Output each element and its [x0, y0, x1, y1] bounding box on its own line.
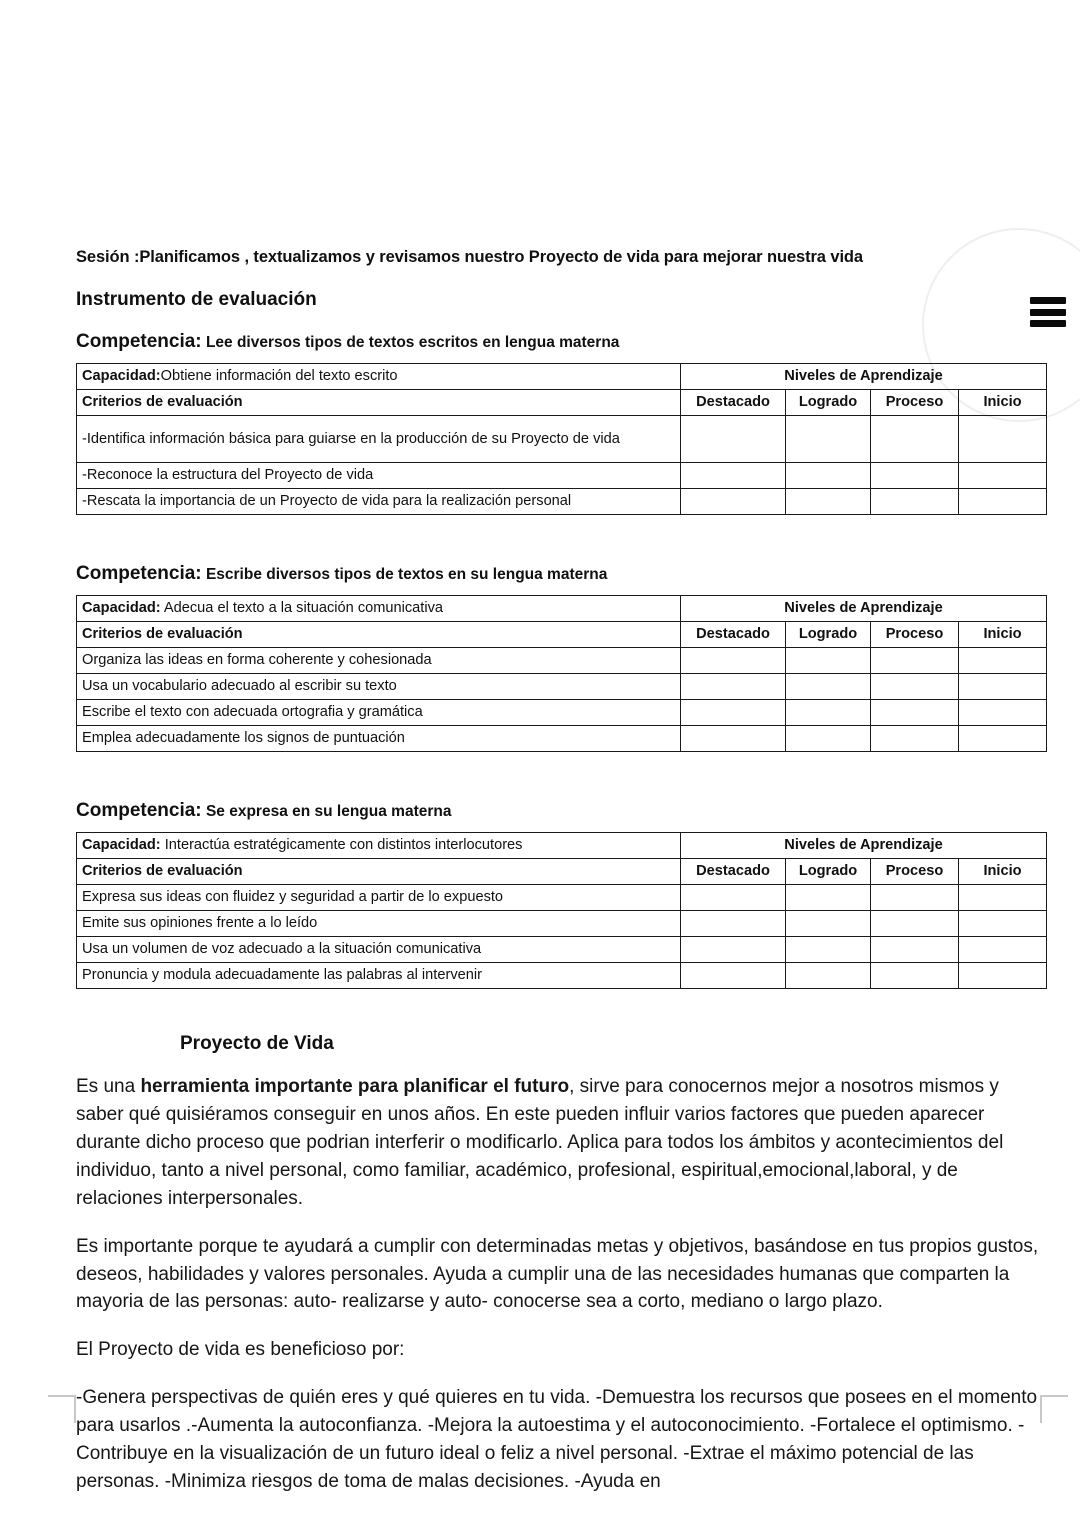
paragraph-4: -Genera perspectivas de quién eres y qué quieres en tu vida. -Demuestra los recursos que posees en el momento para usarlos .-Aumenta la autoconfianza. -Mejora la autoestima y el autoconocimiento. -Fortalece el optimismo. -Contribuye en la visualización de un futuro ideal o feliz a nivel personal. -Extrae el máximo potencial de las personas. -Minimiza riesgos de toma de malas decisiones. -Ayuda en	[76, 1387, 1038, 1493]
competencia-text-2: Escribe diversos tipos de textos en su lengua materna	[201, 566, 608, 583]
score-cell-destacado[interactable]	[681, 674, 786, 700]
session-line: Sesión :Planificamos , textualizamos y revisamos nuestro Proyecto de vida para mejorar nuestra vida	[76, 248, 863, 266]
table-row	[77, 364, 1047, 390]
criterion-cell: -Reconoce la estructura del Proyecto de vida	[77, 463, 681, 489]
level-header-logrado-3: Logrado	[786, 859, 871, 885]
criterion-cell: Pronuncia y modula adecuadamente las palabras al intervenir	[77, 963, 681, 989]
level-header-inicio-3: Inicio	[959, 859, 1047, 885]
score-cell-logrado[interactable]	[786, 911, 871, 937]
niveles-header-1: Niveles de Aprendizaje	[681, 364, 1047, 390]
competencia-text-1: Lee diversos tipos de textos escritos en lengua materna	[201, 334, 620, 351]
rubric-table-1-wrap	[76, 363, 1046, 515]
table-row	[77, 833, 1047, 859]
score-cell-inicio[interactable]	[959, 885, 1047, 911]
score-cell-destacado[interactable]	[681, 489, 786, 515]
score-cell-destacado[interactable]	[681, 648, 786, 674]
rubric-table-3	[76, 832, 1047, 989]
crop-mark-bottom-left	[48, 1395, 76, 1423]
capacidad-cell-3	[77, 833, 681, 859]
score-cell-logrado[interactable]	[786, 963, 871, 989]
table-row	[77, 416, 1047, 463]
score-cell-inicio[interactable]	[959, 416, 1047, 463]
score-cell-destacado[interactable]	[681, 416, 786, 463]
capacidad-label-3: Capacidad:	[82, 837, 161, 854]
criterion-cell: Usa un vocabulario adecuado al escribir su texto	[77, 674, 681, 700]
score-cell-logrado[interactable]	[786, 937, 871, 963]
rubric-table-2-wrap	[76, 595, 1046, 752]
score-cell-logrado[interactable]	[786, 416, 871, 463]
document-content	[76, 248, 1046, 1516]
score-cell-proceso[interactable]	[871, 648, 959, 674]
rubric-table-1	[76, 363, 1047, 515]
capacidad-value-2: Adecua el texto a la situación comunicativa	[160, 600, 443, 617]
level-header-proceso-1: Proceso	[871, 390, 959, 416]
table-row	[77, 596, 1047, 622]
criterion-cell: Expresa sus ideas con fluidez y seguridad a partir de lo expuesto	[77, 885, 681, 911]
competencia-label-1: Competencia:	[76, 331, 202, 352]
score-cell-destacado[interactable]	[681, 937, 786, 963]
score-cell-inicio[interactable]	[959, 937, 1047, 963]
table-row	[77, 911, 1047, 937]
score-cell-logrado[interactable]	[786, 648, 871, 674]
paragraph-2: Es importante porque te ayudará a cumplir con determinadas metas y objetivos, basándose en tus propios gustos, deseos, habilidades y valores personales. Ayuda a cumplir una de las necesidades humanas que comparten la mayoria de las personas: auto- realizarse y auto- conocerse sea a corto, mediano o largo plazo.	[76, 1235, 1039, 1313]
capacidad-cell-1	[77, 364, 681, 390]
paragraph-1-lead: Es una	[76, 1076, 141, 1097]
competencia-text-3: Se expresa en su lengua materna	[201, 803, 452, 820]
level-header-logrado-2: Logrado	[786, 622, 871, 648]
table-row	[77, 622, 1047, 648]
score-cell-destacado[interactable]	[681, 726, 786, 752]
niveles-header-3: Niveles de Aprendizaje	[681, 833, 1047, 859]
table-row	[77, 463, 1047, 489]
criterion-cell: Emite sus opiniones frente a lo leído	[77, 911, 681, 937]
capacidad-label-2: Capacidad:	[82, 600, 161, 617]
criterios-header-1: Criterios de evaluación	[77, 390, 681, 416]
paragraph-1-bold: herramienta importante para planificar el futuro	[140, 1076, 570, 1097]
table-row	[77, 885, 1047, 911]
score-cell-logrado[interactable]	[786, 489, 871, 515]
capacidad-label-1: Capacidad:	[82, 368, 161, 385]
level-header-destacado-1: Destacado	[681, 390, 786, 416]
proyecto-de-vida-heading: Proyecto de Vida	[180, 1033, 334, 1054]
competencia-heading-3	[76, 800, 1046, 822]
score-cell-destacado[interactable]	[681, 885, 786, 911]
competencia-label-2: Competencia:	[76, 563, 202, 584]
score-cell-proceso[interactable]	[871, 963, 959, 989]
score-cell-destacado[interactable]	[681, 911, 786, 937]
score-cell-inicio[interactable]	[959, 463, 1047, 489]
table-row	[77, 726, 1047, 752]
score-cell-destacado[interactable]	[681, 700, 786, 726]
score-cell-inicio[interactable]	[959, 726, 1047, 752]
criterion-cell: Escribe el texto con adecuada ortografia y gramática	[77, 700, 681, 726]
table-row	[77, 648, 1047, 674]
table-row	[77, 859, 1047, 885]
table-row	[77, 937, 1047, 963]
table-row	[77, 674, 1047, 700]
score-cell-proceso[interactable]	[871, 489, 959, 515]
score-cell-inicio[interactable]	[959, 963, 1047, 989]
page-title: Instrumento de evaluación	[76, 289, 317, 310]
spacer-1	[76, 515, 1046, 563]
criterion-cell: Usa un volumen de voz adecuado a la situación comunicativa	[77, 937, 681, 963]
table-row	[77, 489, 1047, 515]
criterios-header-2: Criterios de evaluación	[77, 622, 681, 648]
level-header-proceso-2: Proceso	[871, 622, 959, 648]
criterion-cell: -Rescata la importancia de un Proyecto de vida para la realización personal	[77, 489, 681, 515]
score-cell-inicio[interactable]	[959, 911, 1047, 937]
table-row	[77, 390, 1047, 416]
level-header-inicio-2: Inicio	[959, 622, 1047, 648]
score-cell-inicio[interactable]	[959, 648, 1047, 674]
score-cell-logrado[interactable]	[786, 463, 871, 489]
criterion-cell: Emplea adecuadamente los signos de puntuación	[77, 726, 681, 752]
level-header-destacado-2: Destacado	[681, 622, 786, 648]
capacidad-value-1: Obtiene información del texto escrito	[160, 368, 398, 385]
score-cell-proceso[interactable]	[871, 885, 959, 911]
score-cell-inicio[interactable]	[959, 700, 1047, 726]
score-cell-destacado[interactable]	[681, 463, 786, 489]
score-cell-proceso[interactable]	[871, 463, 959, 489]
level-header-destacado-3: Destacado	[681, 859, 786, 885]
score-cell-logrado[interactable]	[786, 726, 871, 752]
paragraph-1	[76, 1073, 1046, 1213]
spacer-2	[76, 752, 1046, 800]
criterion-cell: -Identifica información básica para guiarse en la producción de su Proyecto de vida	[77, 416, 681, 463]
score-cell-logrado[interactable]	[786, 885, 871, 911]
score-cell-proceso[interactable]	[871, 726, 959, 752]
score-cell-proceso[interactable]	[871, 937, 959, 963]
capacidad-cell-2	[77, 596, 681, 622]
score-cell-proceso[interactable]	[871, 911, 959, 937]
score-cell-destacado[interactable]	[681, 963, 786, 989]
niveles-header-2: Niveles de Aprendizaje	[681, 596, 1047, 622]
score-cell-proceso[interactable]	[871, 700, 959, 726]
score-cell-inicio[interactable]	[959, 674, 1047, 700]
table-row	[77, 963, 1047, 989]
table-row	[77, 700, 1047, 726]
score-cell-logrado[interactable]	[786, 700, 871, 726]
score-cell-logrado[interactable]	[786, 674, 871, 700]
score-cell-inicio[interactable]	[959, 489, 1047, 515]
competencia-label-3: Competencia:	[76, 800, 202, 821]
rubric-table-3-wrap	[76, 832, 1046, 989]
criterion-cell: Organiza las ideas en forma coherente y cohesionada	[77, 648, 681, 674]
score-cell-proceso[interactable]	[871, 416, 959, 463]
capacidad-value-3: Interactúa estratégicamente con distintos interlocutores	[160, 837, 523, 854]
competencia-heading-1	[76, 331, 1046, 353]
competencia-heading-2	[76, 563, 1046, 585]
level-header-proceso-3: Proceso	[871, 859, 959, 885]
level-header-logrado-1: Logrado	[786, 390, 871, 416]
score-cell-proceso[interactable]	[871, 674, 959, 700]
rubric-table-2	[76, 595, 1047, 752]
paragraph-3: El Proyecto de vida es beneficioso por:	[76, 1339, 405, 1361]
paragraph-1-rest: , sirve para conocernos mejor a nosotros mismos y saber qué quisiéramos conseguir en unos años. En este pueden influir varios factores que pueden aparecer durante dicho proceso que podrian interferir o modificarlo. Aplica para todos los ámbitos y acontecimientos del individuo, tanto a nivel personal, como familiar, académico, profesional, espiritual,emocional,laboral, y de relaciones interpersonales.	[76, 1076, 1004, 1209]
criterios-header-3: Criterios de evaluación	[77, 859, 681, 885]
level-header-inicio-1: Inicio	[959, 390, 1047, 416]
